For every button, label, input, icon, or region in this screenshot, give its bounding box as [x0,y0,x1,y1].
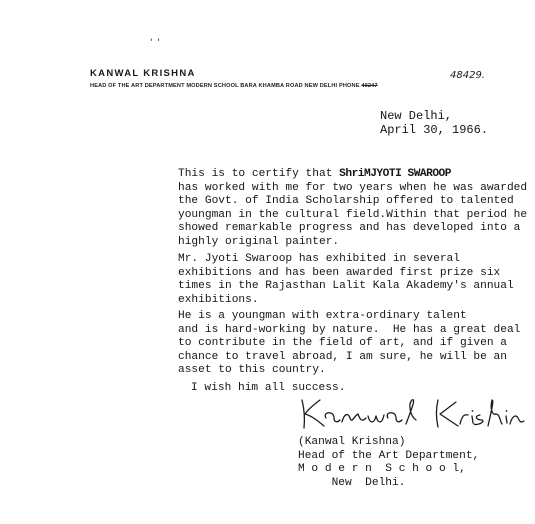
letterhead-address-text: HEAD OF THE ART DEPARTMENT MODERN SCHOOL BARA KHAMBA ROAD NEW DELHI PHONE [90,83,362,89]
paragraph-exhibitions: Mr. Jyoti Swaroop has exhibited in several exhibitions and has been awarded first prize six times in the Rajasthan Lalit Kala Akademy's annual exhibitions. [178,253,514,306]
paragraph-closing: I wish him all success. [191,382,346,394]
top-mark: ' ' [150,38,161,48]
date-block [380,109,488,137]
handwritten-signature [296,394,526,432]
paragraph-certification [178,168,527,250]
paragraph-character: He is a youngman with extra-ordinary talent and is hard-working by nature. He has a great deal to contribute in the field of art, and if given a chance to travel abroad, I am sure, he will be an asset to this country. [178,310,521,377]
candidate-name: ShriMJYOTI SWAROOP [339,168,451,180]
date-city: New Delhi, [380,109,453,123]
p1-prefix: This is to certify that [178,168,340,180]
date-line: April 30, 1966. [380,123,489,137]
letterhead-name: KANWAL KRISHNA [90,68,196,79]
p1-lines: has worked with me for two years when he was awarded the Govt. of India Scholarship offered to talented youngman in the cultural field.Within that period he showed remarkable progress and has developed into a highly original painter. [178,181,528,248]
letterhead-address [90,83,378,89]
phone-handwritten: 48429. [450,70,485,81]
typed-signature-block: (Kanwal Krishna) Head of the Art Department, M o d e r n S c h o o l, New Delhi. [298,436,480,489]
phone-struck-number: 40247 [361,83,378,89]
